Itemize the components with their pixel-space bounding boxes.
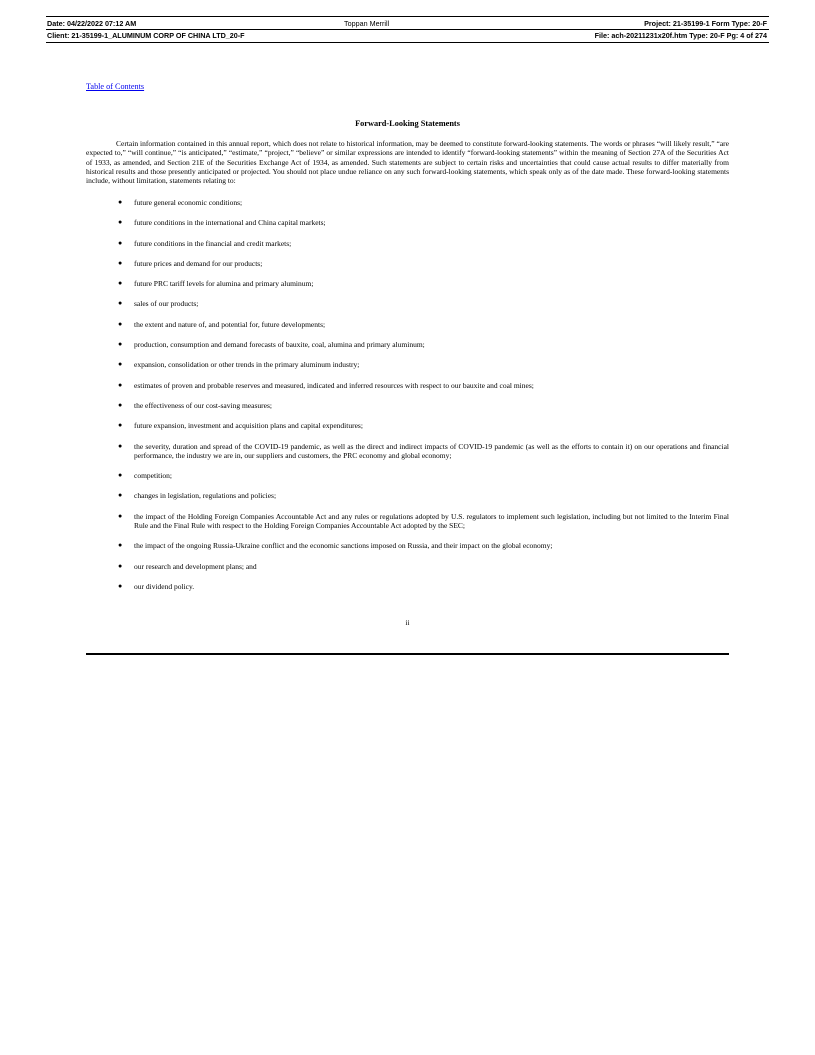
bullet-icon: ● bbox=[118, 541, 123, 550]
bullet-icon: ● bbox=[118, 198, 123, 206]
list-item bbox=[86, 512, 729, 531]
list-item-text: changes in legislation, regulations and policies; bbox=[134, 491, 277, 501]
bullet-icon: ● bbox=[118, 441, 123, 450]
banner-date: Date: 04/22/2022 07:12 AM bbox=[47, 19, 137, 28]
list-item bbox=[86, 299, 729, 308]
list-item bbox=[86, 401, 729, 410]
list-item-text: sales of our products; bbox=[134, 299, 199, 309]
banner-client: Client: 21-35199-1_ALUMINUM CORP OF CHINA LTD_20-F bbox=[47, 31, 245, 40]
list-item bbox=[86, 218, 729, 227]
bullet-icon: ● bbox=[118, 238, 123, 247]
list-item-text: future expansion, investment and acquisition plans and capital expenditures; bbox=[134, 421, 363, 431]
list-item bbox=[86, 340, 729, 349]
bullet-icon: ● bbox=[118, 279, 123, 288]
list-item bbox=[86, 360, 729, 369]
bullet-icon: ● bbox=[118, 340, 123, 349]
list-item-text: future prices and demand for our products; bbox=[134, 258, 263, 268]
list-item-text: the effectiveness of our cost-saving measures; bbox=[134, 400, 272, 410]
list-item bbox=[86, 541, 729, 550]
banner-row-top bbox=[46, 18, 769, 29]
bullet-icon: ● bbox=[118, 471, 123, 480]
bullet-icon: ● bbox=[118, 400, 123, 409]
list-item bbox=[86, 442, 729, 461]
printer-banner bbox=[46, 16, 769, 43]
list-item-text: the extent and nature of, and potential for, future developments; bbox=[134, 319, 326, 329]
section-heading: Forward-Looking Statements bbox=[355, 119, 460, 128]
list-item bbox=[86, 279, 729, 288]
list-item bbox=[86, 239, 729, 248]
banner-project: Project: 21-35199-1 Form Type: 20-F bbox=[644, 19, 767, 28]
bullet-icon: ● bbox=[118, 360, 123, 369]
list-item bbox=[86, 582, 729, 591]
bullet-icon: ● bbox=[118, 299, 123, 308]
bullet-icon: ● bbox=[118, 421, 123, 430]
bullet-icon: ● bbox=[118, 511, 123, 520]
bullet-icon: ● bbox=[118, 581, 123, 590]
list-item-text: the severity, duration and spread of the COVID-19 pandemic, as well as the direct and indirect impacts of COVID-19 pandemic (as well as the efforts to contain it) on our operations and financial performance, the industry we are in, our suppliers and customers, the PRC economy and global economy; bbox=[134, 441, 729, 460]
list-item-text: competition; bbox=[134, 471, 172, 481]
intro-paragraph: Certain information contained in this annual report, which does not relate to historical information, may be deemed to constitute forward-looking statements. The words or phrases “will likely result,” “are expected to,” “will continue,” “is anticipated,” “estimate,” “project,” “believe” or similar expressions are intended to identify “forward-looking statements” within the meaning of Section 27A of the Securities Act of 1933, as amended, and Section 21E of the Securities Exchange Act of 1934, as amended. Such statements are subject to certain risks and uncertainties that could cause actual results to differ materially from historical results and those presently anticipated or projected. You should not place undue reliance on any such forward-looking statements, which speak only as of the date made. These forward-looking statements include, without limitation, statements relating to: bbox=[86, 139, 729, 186]
list-item-text: the impact of the Holding Foreign Companies Accountable Act and any rules or regulations adopted by U.S. regulators to implement such legislation, including but not limited to the Interim Final Rule and the Final Rule with respect to the Holding Foreign Companies Accountable Act adopted by the SEC; bbox=[134, 511, 729, 531]
list-item-text: our dividend policy. bbox=[134, 581, 195, 591]
banner-vendor: Toppan Merrill bbox=[344, 19, 390, 28]
list-item-text: future conditions in the financial and credit markets; bbox=[134, 238, 292, 248]
list-item bbox=[86, 198, 729, 207]
list-item-text: expansion, consolidation or other trends in the primary aluminum industry; bbox=[134, 360, 360, 370]
bullet-icon: ● bbox=[118, 491, 123, 500]
bullet-icon: ● bbox=[118, 380, 123, 389]
list-item-text: our research and development plans; and bbox=[134, 561, 257, 571]
list-item bbox=[86, 259, 729, 268]
bullet-icon: ● bbox=[118, 561, 123, 570]
list-item-text: estimates of proven and probable reserves and measured, indicated and inferred resources with respect to our bauxite and coal mines; bbox=[134, 380, 534, 390]
table-of-contents-link[interactable]: Table of Contents bbox=[86, 82, 145, 91]
list-item-text: future PRC tariff levels for alumina and primary aluminum; bbox=[134, 279, 314, 289]
list-item bbox=[86, 491, 729, 500]
bullet-icon: ● bbox=[118, 218, 123, 227]
list-item bbox=[86, 320, 729, 329]
list-item-text: future conditions in the international and China capital markets; bbox=[134, 218, 326, 228]
banner-file: File: ach-20211231x20f.htm Type: 20-F Pg: 4 of 274 bbox=[594, 31, 767, 40]
list-item-text: production, consumption and demand forecasts of bauxite, coal, alumina and primary aluminum; bbox=[134, 340, 425, 350]
banner-row-bottom bbox=[46, 30, 769, 41]
list-item bbox=[86, 562, 729, 571]
list-item-text: future general economic conditions; bbox=[134, 198, 243, 207]
forward-looking-list bbox=[86, 198, 729, 602]
list-item bbox=[86, 381, 729, 390]
list-item bbox=[86, 421, 729, 430]
bullet-icon: ● bbox=[118, 258, 123, 267]
page-bottom-rule bbox=[86, 653, 729, 655]
list-item bbox=[86, 471, 729, 480]
bullet-icon: ● bbox=[118, 319, 123, 328]
page-number: ii bbox=[405, 618, 410, 627]
list-item-text: the impact of the ongoing Russia-Ukraine conflict and the economic sanctions imposed on Russia, and their impact on the global economy; bbox=[134, 541, 553, 551]
